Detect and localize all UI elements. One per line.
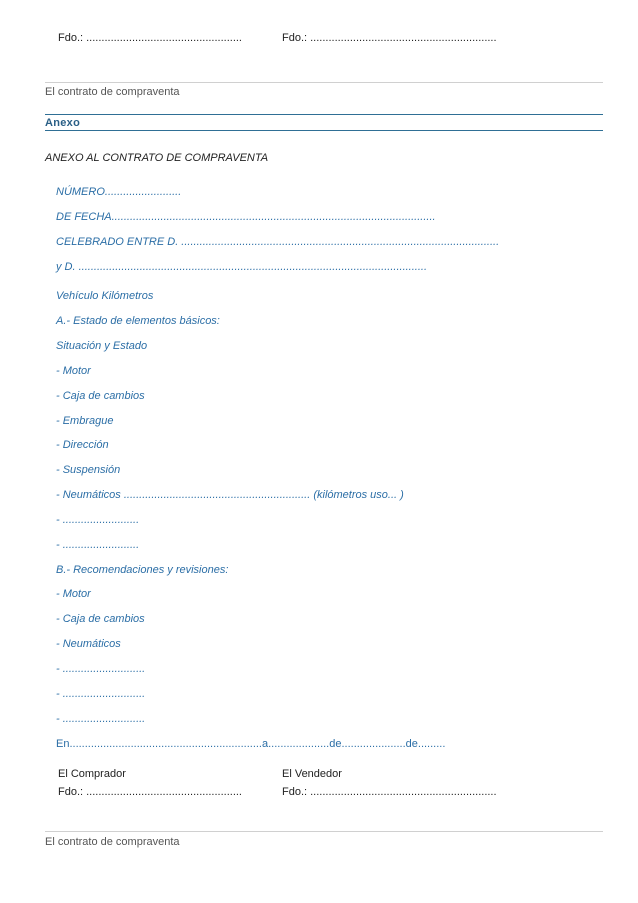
annex-line-direccion: - Dirección (56, 439, 109, 451)
top-signature-right: Fdo.: ............................................................. (282, 32, 497, 44)
annex-line-neumaticos-uso: - Neumáticos ............................................................. (kilómetros uso... ) (56, 489, 404, 501)
top-signature-left: Fdo.: ................................................... (58, 32, 242, 44)
annex-line-embrague: - Embrague (56, 415, 114, 427)
annex-line-place-date: En...............................................................a....................de.....................de......... (56, 738, 446, 750)
annex-line-y-d: y D. .................................................................................................................. (56, 261, 428, 273)
annex-heading: ANEXO AL CONTRATO DE COMPRAVENTA (45, 152, 269, 164)
annex-line-situacion: Situación y Estado (56, 340, 148, 352)
annex-line-blank-5: - ........................... (56, 713, 146, 725)
page-footer-2: El contrato de compraventa (45, 836, 180, 848)
section-bottom-rule (45, 130, 603, 131)
annex-line-numero: NÚMERO......................... (56, 186, 182, 198)
seller-label: El Vendedor (282, 768, 342, 780)
buyer-label: El Comprador (58, 768, 126, 780)
annex-line-vehiculo: Vehículo Kilómetros (56, 290, 154, 302)
annex-line-neumaticos-b: - Neumáticos (56, 638, 121, 650)
section-top-rule (45, 114, 603, 115)
annex-line-suspension: - Suspensión (56, 464, 121, 476)
section-title: Anexo (45, 117, 81, 129)
annex-line-motor: - Motor (56, 365, 91, 377)
annex-line-blank-4: - ........................... (56, 688, 146, 700)
annex-line-blank-1: - ......................... (56, 514, 140, 526)
annex-line-motor-b: - Motor (56, 588, 91, 600)
footer-divider (45, 82, 603, 83)
annex-line-caja-b: - Caja de cambios (56, 613, 145, 625)
footer-divider-2 (45, 831, 603, 832)
annex-line-celebrado: CELEBRADO ENTRE D. ........................................................................................................ (56, 236, 500, 248)
bottom-signature-right: Fdo.: ............................................................. (282, 786, 497, 798)
annex-line-section-b: B.- Recomendaciones y revisiones: (56, 564, 229, 576)
bottom-signature-left: Fdo.: ................................................... (58, 786, 242, 798)
annex-line-blank-3: - ........................... (56, 663, 146, 675)
annex-line-section-a: A.- Estado de elementos básicos: (56, 315, 220, 327)
annex-line-blank-2: - ......................... (56, 539, 140, 551)
annex-line-fecha: DE FECHA.......................................................................................................... (56, 211, 436, 223)
annex-line-caja: - Caja de cambios (56, 390, 145, 402)
page-footer: El contrato de compraventa (45, 86, 180, 98)
